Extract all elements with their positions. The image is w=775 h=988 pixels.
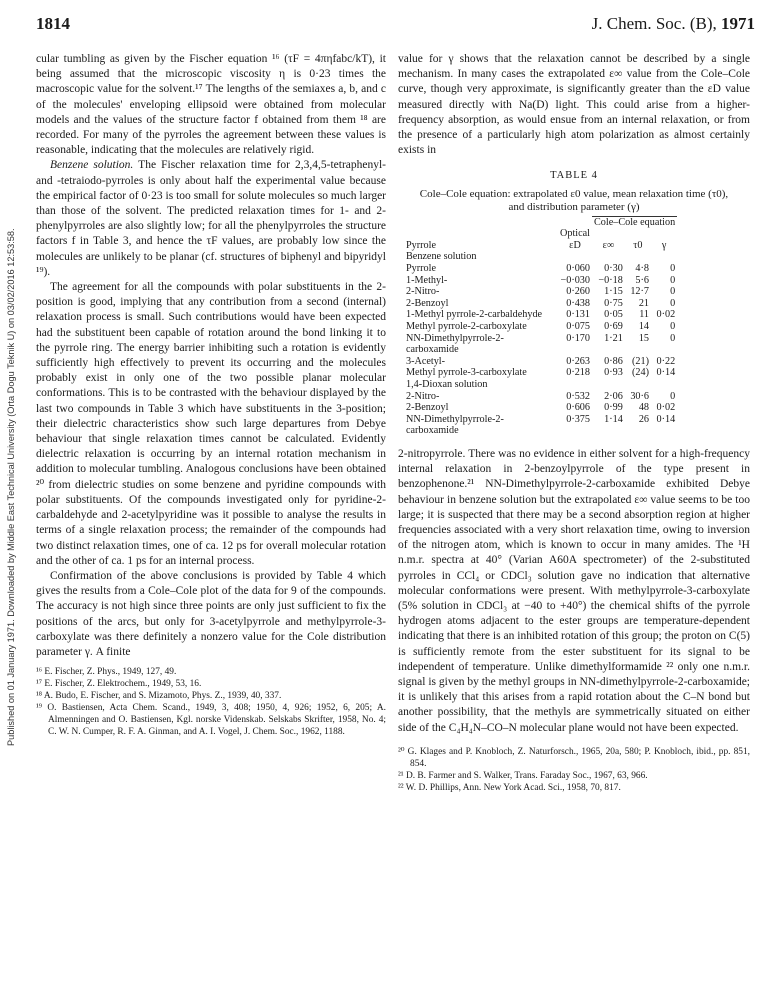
table-cell-value: 0 (670, 263, 676, 274)
footnote: ²¹ D. B. Farmer and S. Walker, Trans. Faraday Soc., 1967, 63, 966. (398, 770, 648, 781)
journal-title: J. Chem. Soc. (B), (591, 14, 717, 33)
paragraph-text: The Fischer relaxation time for 2,3,4,5-tetraphenyl- and -tetraiodo-pyrroles is only about half the experimental value because the empirical factor of 0·23 is too small for solute molecules so much larger than those of the solvent. The predicted relaxation times for 1- and 2-phenylpyrroles are also slightly low; for all the phenylpyrroles the structure factors f in Table 3, and hence the τF values, are probably low since the molecules are unlikely to be planar (cf. structures of biphenyl and bipyridyl ¹⁹). (36, 159, 387, 278)
table-row (404, 414, 677, 437)
table-cell-compound: 1-Methyl- (406, 274, 448, 286)
table-cell-value: 0·86 (604, 355, 623, 367)
table-header-eD: εD (569, 239, 581, 251)
table-cell-value: 0·131 (566, 309, 590, 321)
table-cell-value: 0·263 (566, 355, 590, 367)
table-section-label: Benzene solution (406, 251, 477, 263)
table-row (404, 356, 677, 368)
paragraph: 2-nitropyrrole. There was no evidence in either solvent for a high-frequency internal relaxation in 2-benzoylpyrrole of the type present in benzophenone.²¹ NN-Dimethylpyrrole-2-carboxamide exhibited Debye behaviour in benzene solution but the extrapolated ε∞ value seems to be too large; it is suspected that there may be a second absorption region at higher frequencies associated with a very short relaxation time, owing to inversion of the nitrogen atom, which is known to occur in many amides. The ¹H n.m.r. spectra at 40° (Varian A60A spectrometer) of the 2-substituted pyrroles in CCl₄ or CDCl₃ solution gave no indication that alternative molecular conformations were present. With methylpyrrole-3-carboxylate (5% solution in CDCl₃ at −40 to +40°) the chemical shifts of the pyrrole hydrogen atoms adjacent to the ester groups are temperature-dependent indicating that there is an inhibited rotation of this group; the proton on C(5) is sufficiently remote from the ester substituent for its signal to be independent of temperature. Unlike dimethylformamide ²² only one n.m.r. signal is given by the methyl groups in NN-dimethylpyrrole-2-carboxamide; it is unlikely that this arises from a rapid rotation about the C–N bond but another possibility, that the methyls are symmetrically situated on either side of the C₄H₄N–CO–N molecular plane would not have been expected. (398, 447, 750, 734)
table-cell-value: 11 (639, 309, 649, 321)
footnote: ¹⁶ E. Fischer, Z. Phys., 1949, 127, 49. (36, 667, 177, 678)
table-header-einf: ε∞ (602, 239, 615, 251)
table-row (404, 275, 677, 287)
table-cell-compound: 2-Nitro- (406, 390, 440, 402)
table-cell-value: 5·6 (635, 274, 649, 286)
table-cell-value: 0·02 (656, 309, 676, 321)
table-cell-value: 0·05 (604, 309, 623, 321)
table-cell-value: 15 (638, 332, 649, 344)
table-cell-value: 0·99 (604, 402, 623, 414)
download-notice-text: Published on 01 January 1971. Downloaded by Middle East Technical University (Orta Dogu Teknik U) on 03/02/2016 12:53:58. (6, 228, 16, 746)
table-row (404, 286, 677, 298)
table-cell-value: 0·170 (566, 332, 590, 344)
data-table (404, 216, 677, 437)
table-section-row (404, 379, 677, 391)
table-cell-value: 0 (670, 320, 676, 332)
table-header-tau: τ0 (633, 239, 643, 251)
table-cell-compound: NN-Dimethylpyrrole-2-carboxamide (406, 332, 504, 356)
table-cell-value: 0·14 (656, 367, 676, 379)
table-cell-value: 30·6 (630, 390, 649, 402)
table-title: TABLE 4 (550, 170, 598, 182)
table-cell-value: 0·14 (656, 413, 676, 425)
table-cell-value: 0·060 (566, 263, 590, 274)
table-cell-compound: 2-Nitro- (406, 286, 440, 298)
footnotes (398, 746, 750, 794)
table-cell-value: 0·30 (604, 263, 623, 274)
table-row (404, 333, 677, 356)
paragraph: Confirmation of the above conclusions is provided by Table 4 which gives the results from a Cole–Cole plot of the data for 9 of the compounds. The accuracy is not high since three points are only just sufficient to fix the positions of the arcs, but only for 3-acetylpyrrole and methylpyrrole-3-carboxylate was there definitely a nonzero value for the Cole distribution parameter γ. A finite (36, 569, 386, 658)
table-row (404, 391, 677, 403)
footnote: ¹⁷ E. Fischer, Z. Elektrochem., 1949, 53, 16. (36, 679, 202, 690)
table-cell-value: −0·030 (560, 274, 590, 286)
table-cell-compound: Methyl pyrrole-2-carboxylate (406, 320, 527, 332)
table-cell-value: (21) (632, 355, 649, 367)
table-row (404, 321, 677, 333)
table-cell-compound: Pyrrole (406, 263, 436, 274)
table-row (404, 263, 677, 275)
table-cell-value: 0·606 (566, 402, 590, 414)
table-cell-value: 21 (638, 297, 649, 309)
table-cell-value: 1·15 (604, 286, 623, 298)
table-cell-value: 0·75 (604, 297, 623, 309)
table-cell-compound: 2-Benzoyl (406, 402, 449, 414)
table-row (404, 367, 677, 379)
paragraph: cular tumbling as given by the Fischer equation ¹⁶ (τF = 4πηfabc/kT), it being assumed that the microscopic viscosity η is 0·23 times the macroscopic value for the solvent.¹⁷ The lengths of the semiaxes a, b, and c of the molecules' enveloping ellipsoid were obtained from molecular models and the values of the structure factor f obtained from them ¹⁸ are recorded. For many of the pyrroles the agreement between these values is reasonable, indicating that the molecules are relatively rigid. (36, 53, 386, 157)
table-row (404, 298, 677, 310)
table-cell-value: 0·438 (566, 297, 590, 309)
paragraph: The agreement for all the compounds with polar substituents in the 2-position is good, implying that any contribution from a second (internal) relaxation process is small. Such contributions would have been expected had the substituent been capable of rotation around the bond linking it to the pyrrole ring. The energy barrier inhibiting such a rotation is evidently sufficiently high effectively to prevent its occurring and the molecules probably exist in only one of the two possible planar molecular conformations. This is to be contrasted with the behaviour displayed by the last two compounds in Table 3 which have substituents in the 3-position; their dielectric characteristics show such large departures from Debye behaviour that single relaxation times cannot be calculated. Evidently dielectric relaxation is occurring by an internal rotation mechanism in addition to molecular tumbling. Analogous conclusions have been obtained ²⁰ from dielectric studies on some benzene and pyridine compounds with polar substituents. Of the compounds investigated only for pyridine-2-carbaldehyde and 2-acetylpyridine was it possible to analyse the results in terms of a single relaxation process; the remainder of the compounds had two distinct relaxation times, one of ca. 12 ps for overall molecular rotation and the other of ca. 1 ps for an internal process. (36, 281, 386, 567)
table-cell-value: 26 (638, 413, 649, 425)
table-cell-value: 1·21 (604, 332, 623, 344)
table-cell-value: (24) (632, 367, 649, 379)
table-section-row (404, 251, 677, 263)
table-cell-value: 0·075 (566, 320, 590, 332)
table-cell-value: 12·7 (630, 286, 649, 298)
table-cell-value: 0·22 (656, 355, 676, 367)
table-cell-value: 0·260 (566, 286, 590, 298)
table-header-gamma: γ (661, 239, 667, 251)
table-cell-value: 2·06 (604, 390, 623, 402)
table-cell-value: 0·69 (604, 320, 623, 332)
footnotes (36, 666, 386, 738)
table-cell-value: 0·218 (566, 367, 590, 379)
table-cell-value: 48 (638, 402, 649, 414)
table-cell-value: 0 (670, 297, 676, 309)
table-cell-value: 0 (670, 274, 676, 286)
table-header-optical: Optical (560, 228, 590, 240)
page-number: 1814 (36, 14, 70, 33)
table-caption: Cole–Cole equation: extrapolated ε0 value, mean relaxation time (τ0), and distribution parameter (γ) (419, 187, 729, 213)
table-cell-compound: 1-Methyl pyrrole-2-carbaldehyde (406, 309, 543, 321)
download-notice (0, 70, 20, 750)
right-column (398, 52, 750, 794)
table-cell-value: 0·02 (656, 402, 676, 414)
table-cell-value: 0·93 (604, 367, 623, 379)
table-row (404, 309, 677, 321)
paragraph (36, 158, 386, 280)
journal-name (592, 14, 755, 34)
footnote: ¹⁹ O. Bastiensen, Acta Chem. Scand., 1949, 3, 408; 1950, 4, 926; 1952, 6, 205; A. Almenningen and O. Bastiensen, Kgl. norske Videnskab. Selskabs Skrifter, 1958, No. 4; C. W. N. Cumper, R. F. A. Ginman, and A. I. Vogel, J. Chem. Soc., 1962, 1188. (36, 703, 386, 738)
left-column (36, 52, 386, 738)
table-cell-value: 0·532 (566, 390, 590, 402)
table-cell-compound: NN-Dimethylpyrrole-2-carboxamide (406, 413, 504, 437)
table-cell-value: 0 (670, 332, 676, 344)
table-cell-value: 0 (670, 390, 676, 402)
table-cell-value: 1·14 (604, 413, 623, 425)
paragraph: value for γ shows that the relaxation cannot be described by a single mechanism. In many cases the extrapolated ε∞ value from the Cole–Cole curve, though very approximate, is significantly greater than the εD value measured directly with Na(D) light. This could arise from a higher-frequency absorption, as would ensue from an internal relaxation, or from the presence of a particularly high atom polarization as almost certainly exists in (398, 53, 750, 157)
table-row (404, 402, 677, 414)
table-cell-value: 0·375 (566, 413, 590, 425)
table-cell-compound: 3-Acetyl- (406, 355, 446, 367)
table-cell-value: 14 (638, 320, 649, 332)
table-cell-value: −0·18 (598, 274, 623, 286)
page-header (36, 14, 755, 38)
table-cell-compound: Methyl pyrrole-3-carboxylate (406, 367, 527, 379)
table-cell-compound: 2-Benzoyl (406, 297, 449, 309)
table-group-header: Cole–Cole equation (594, 216, 676, 228)
section-label: Benzene solution. (50, 159, 134, 172)
footnote: ²² W. D. Phillips, Ann. New York Acad. Sci., 1958, 70, 817. (398, 782, 621, 793)
table-cell-value: 4·8 (635, 263, 649, 274)
table-cell-value: 0 (670, 286, 676, 298)
footnote: ¹⁸ A. Budo, E. Fischer, and S. Mizamoto, Phys. Z., 1939, 40, 337. (36, 691, 282, 702)
table-header-pyrrole: Pyrrole (406, 239, 436, 251)
table-section-label: 1,4-Dioxan solution (406, 378, 488, 390)
footnote: ²⁰ G. Klages and P. Knobloch, Z. Naturforsch., 1965, 20a, 580; P. Knobloch, ibid., pp. 851, 854. (398, 746, 750, 769)
journal-year: 1971 (721, 14, 755, 33)
